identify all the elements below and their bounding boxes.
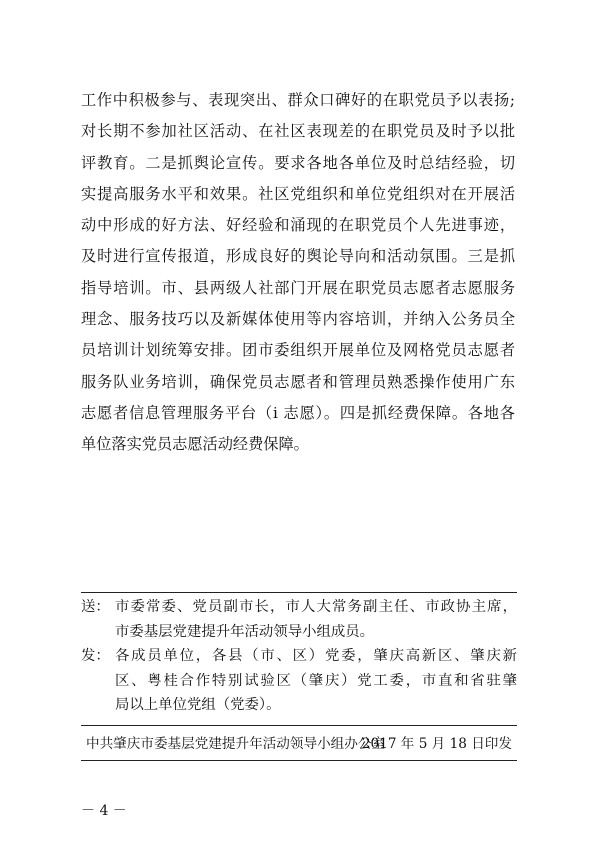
body-text xyxy=(81,85,515,461)
issue-to-label: 发： xyxy=(81,648,110,664)
body-line: 员培训计划统筹安排。团市委组织开展单位及网格党员志愿者 xyxy=(81,341,515,360)
divider-middle xyxy=(81,725,517,726)
print-date: 2017 年 5 月 18 日印发 xyxy=(361,736,512,752)
divider-top xyxy=(81,592,517,593)
body-line: 指导培训。市、县两级人社部门开展在职党员志愿者志愿服务 xyxy=(81,278,515,297)
issue-to-row xyxy=(81,644,517,718)
send-to-row xyxy=(81,595,517,644)
print-footer xyxy=(86,733,512,755)
body-line: 工作中积极参与、表现突出、群众口碑好的在职党员予以表扬; xyxy=(81,91,515,109)
send-to-recipients xyxy=(115,595,517,644)
body-line: 服务队业务培训，确保党员志愿者和管理员熟悉操作使用广东 xyxy=(81,372,515,391)
divider-bottom xyxy=(81,760,517,761)
body-line: 理念、服务技巧以及新媒体使用等内容培训，并纳入公务员全 xyxy=(81,310,515,329)
recipient-line: 局以上单位党组（党委）。 xyxy=(115,697,281,713)
send-to-label: 送： xyxy=(81,599,110,615)
recipient-line: 市委基层党建提升年活动领导小组成员。 xyxy=(115,623,375,640)
body-line: 单位落实党员志愿活动经费保障。 xyxy=(81,435,309,454)
recipient-line: 各成员单位，各县（市、区）党委，肇庆高新区、肇庆新 xyxy=(115,648,517,664)
recipient-line: 市委常委、党员副市长，市人大常务副主任、市政协主席， xyxy=(115,599,517,615)
body-line: 及时进行宣传报道，形成良好的舆论导向和活动氛围。三是抓 xyxy=(81,247,515,266)
page-number: － 4 － xyxy=(81,803,127,819)
recipient-line: 区、粤桂合作特别试验区（肇庆）党工委，市直和省驻肇 xyxy=(115,672,517,689)
body-line: 志愿者信息管理服务平台（i 志愿）。四是抓经费保障。各地各 xyxy=(81,403,515,422)
issue-to-recipients xyxy=(115,644,517,718)
body-line: 实提高服务水平和效果。社区党组织和单位党组织对在开展活 xyxy=(81,184,515,203)
distribution-block xyxy=(81,595,517,718)
body-line: 评教育。二是抓舆论宣传。要求各地各单位及时总结经验，切 xyxy=(81,153,515,172)
body-line: 动中形成的好方法、好经验和涌现的在职党员个人先进事迹， xyxy=(81,216,515,235)
body-line: 对长期不参加社区活动、在社区表现差的在职党员及时予以批 xyxy=(81,122,515,141)
issuing-office: 中共肇庆市委基层党建提升年活动领导小组办公室 xyxy=(86,736,386,752)
